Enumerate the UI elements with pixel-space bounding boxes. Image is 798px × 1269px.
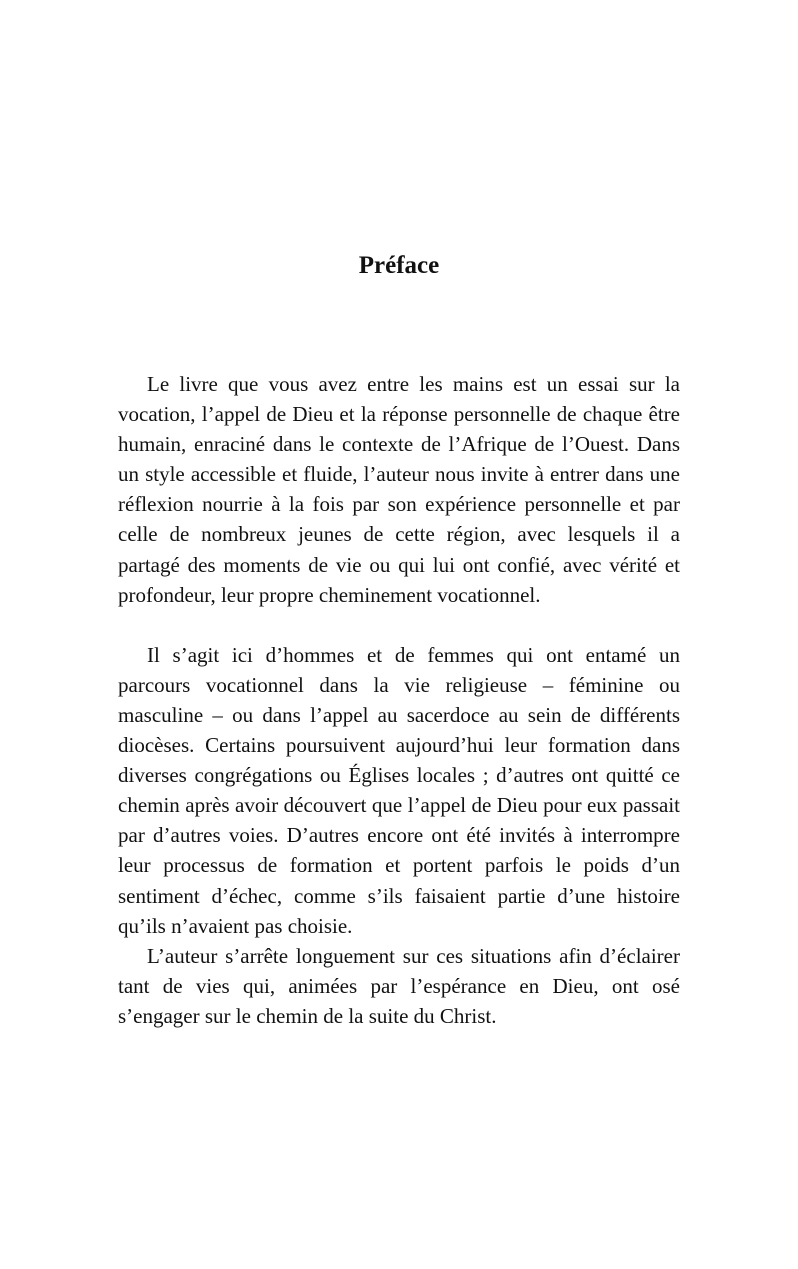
paragraph-3: L’auteur s’arrête longuement sur ces situations afin d’éclairer tant de vies qui, animées par l’espérance en Dieu, ont osé s’engager sur le chemin de la suite du Christ. [118, 943, 680, 1028]
preface-body [118, 369, 680, 1031]
page-title: Préface [358, 252, 440, 279]
paragraph-2: Il s’agit ici d’hommes et de femmes qui ont entamé un parcours vocationnel dans la vie religieuse – féminine ou masculine – ou dans l’appel au sacerdoce au sein de différents diocèses. Certains poursuivent aujourd’hui leur formation dans diverses congrégations ou Églises locales ; d’autres ont quitté ce chemin après avoir découvert que l’appel de Dieu pour eux passait par d’autres voies. D’autres encore ont été invités à interrompre leur processus de formation et portent parfois le poids d’un sentiment d’échec, comme s’ils faisaient partie d’une histoire qu’ils n’avaient pas choisie. [118, 642, 680, 938]
paragraph-1: Le livre que vous avez entre les mains est un essai sur la vocation, l’appel de Dieu et la réponse personnelle de chaque être humain, enraciné dans le contexte de l’Afrique de l’Ouest. Dans un style accessible et fluide, l’auteur nous invite à entrer dans une réflexion nourrie à la fois par son expérience personnelle et par celle de nombreux jeunes de cette région, avec lesquels il a partagé des moments de vie ou qui lui ont confié, avec vérité et profondeur, leur propre cheminement vocationnel. [118, 372, 680, 607]
